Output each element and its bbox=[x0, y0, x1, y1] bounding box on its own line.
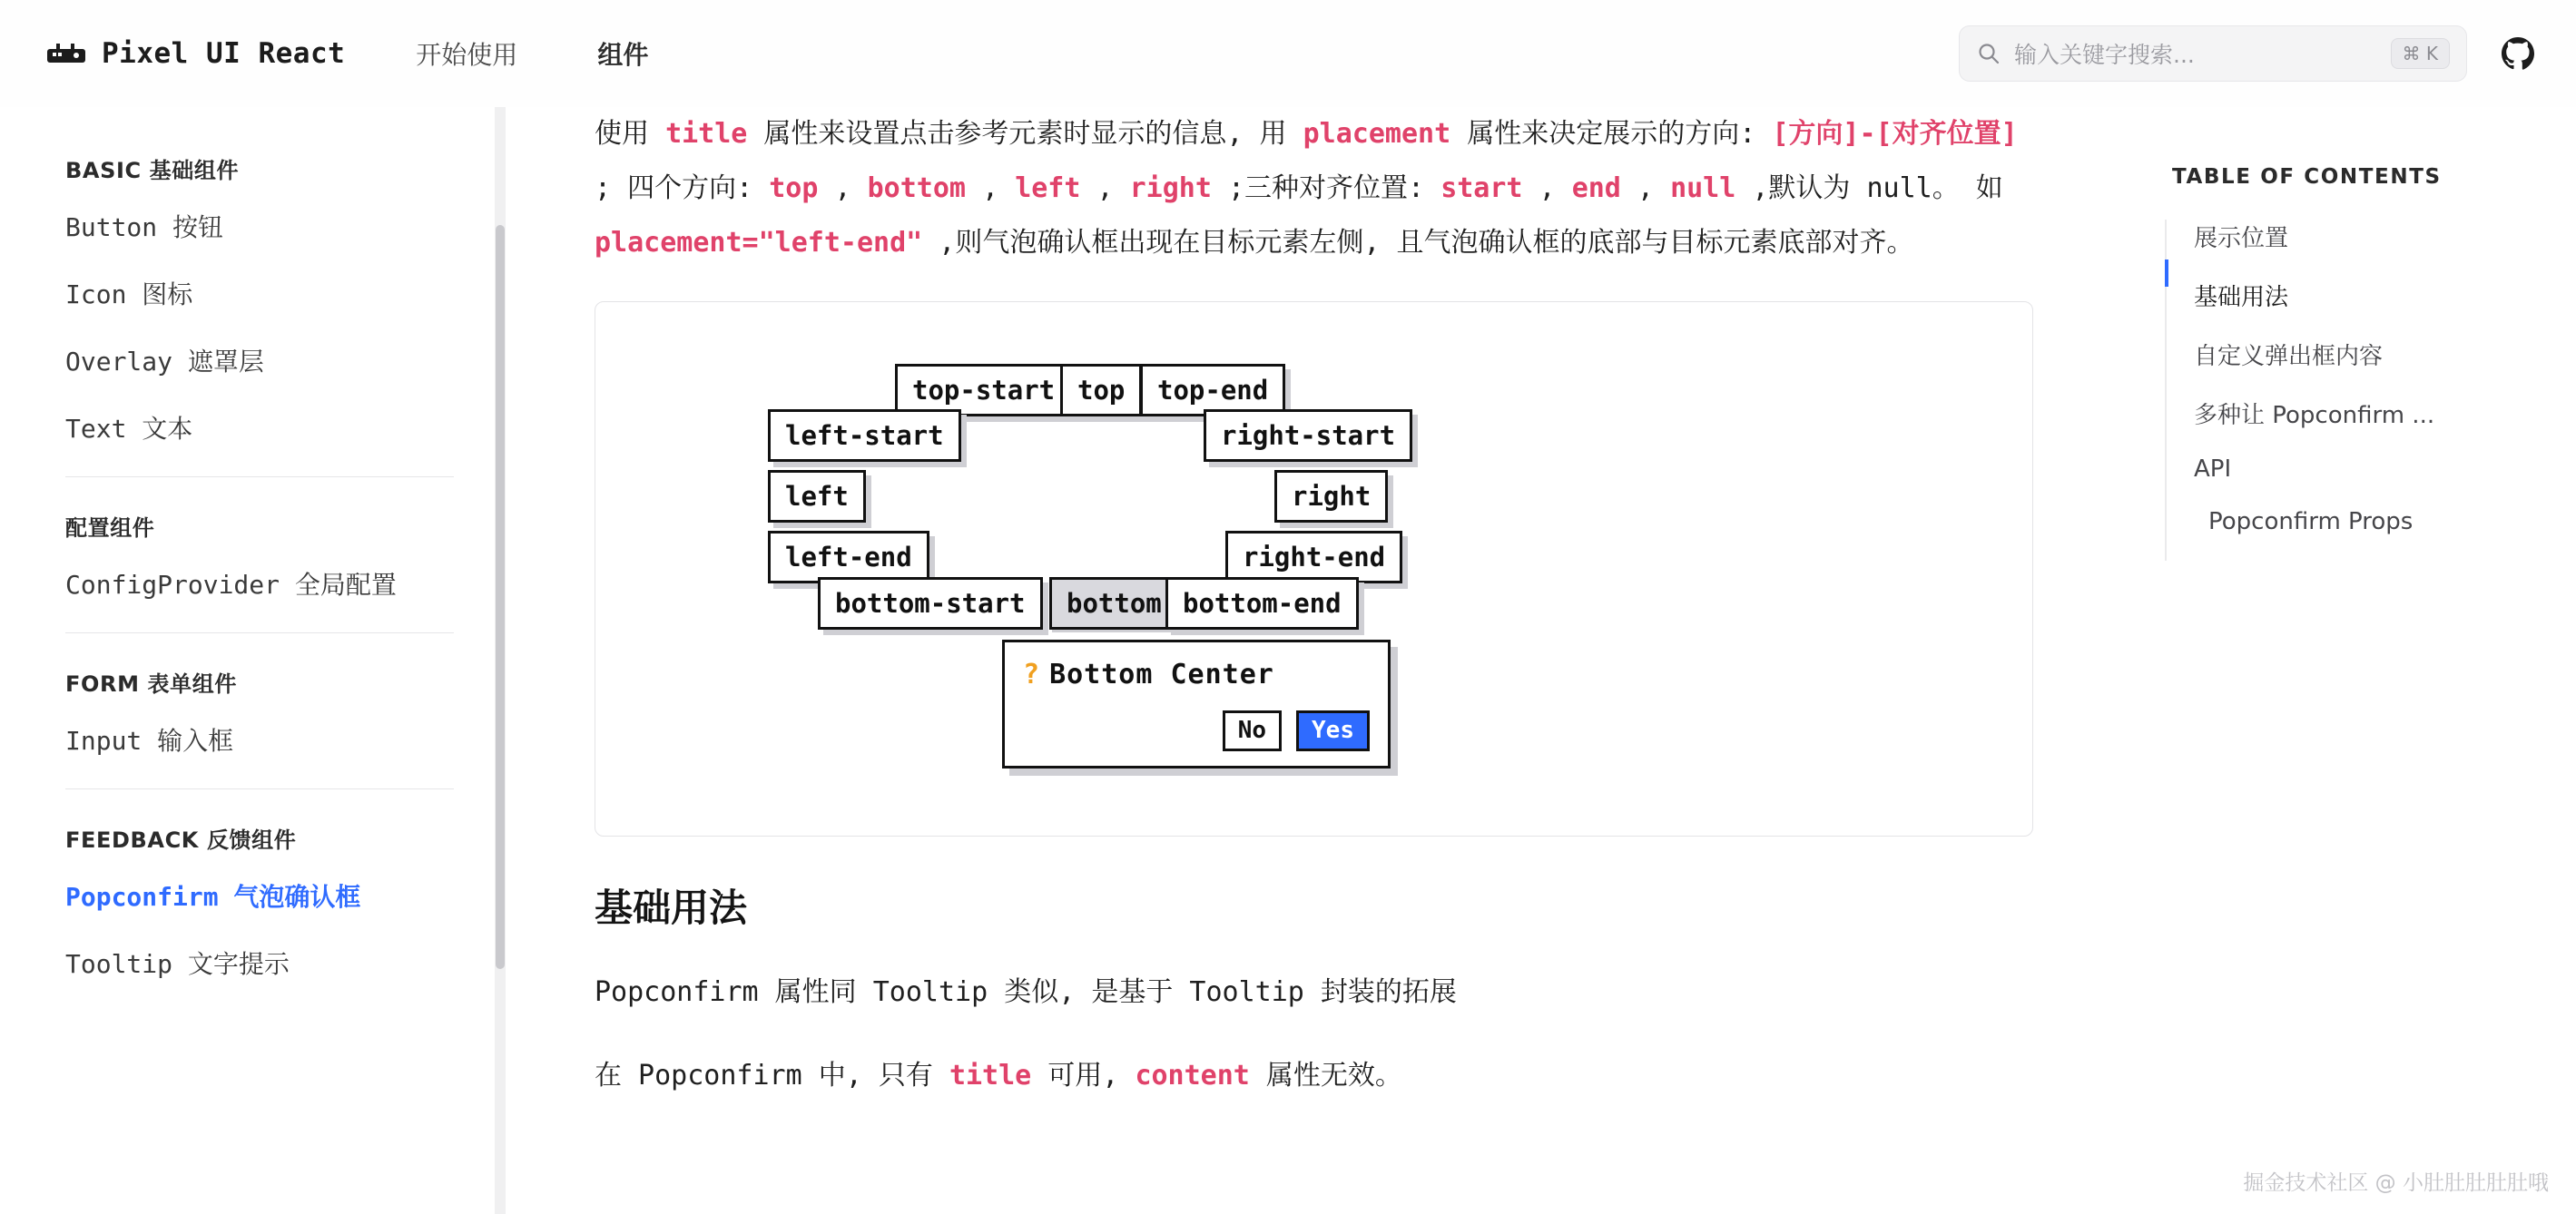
pixel-controller-icon bbox=[45, 41, 87, 66]
placement-button-bottom[interactable]: bottom bbox=[1049, 577, 1179, 630]
placement-button-top-start[interactable]: top-start bbox=[895, 364, 1072, 416]
placement-button-left-end[interactable]: left-end bbox=[768, 531, 929, 583]
sidebar-item-overlay[interactable]: Overlay 遮罩层 bbox=[65, 347, 264, 377]
placement-button-top-end[interactable]: top-end bbox=[1140, 364, 1285, 416]
toc-item-basic-usage[interactable]: 基础用法 bbox=[2194, 284, 2289, 311]
sidebar-item-button[interactable]: Button 按钮 bbox=[65, 212, 224, 242]
search-input[interactable] bbox=[1959, 25, 2467, 82]
intro-code-format: [方向]-[对齐位置] bbox=[1772, 118, 2018, 150]
intro-code-bottom: bottom bbox=[867, 172, 966, 204]
intro-seg2: 属性来设置点击参考元素时显示的信息, 用 bbox=[747, 118, 1303, 150]
para2-pre: 在 Popconfirm 中, 只有 bbox=[595, 1060, 949, 1092]
search-placeholder: 输入关键字搜索... bbox=[2014, 42, 2195, 68]
placement-button-bottom-start[interactable]: bottom-start bbox=[818, 577, 1043, 630]
intro-sep4: , bbox=[1522, 172, 1572, 204]
sidebar-item-tooltip[interactable]: Tooltip 文字提示 bbox=[65, 949, 290, 979]
watermark: 掘金技术社区 @ 小肚肚肚肚肚哦 bbox=[2243, 1171, 2549, 1195]
sidebar-divider bbox=[65, 476, 454, 477]
placement-button-left[interactable]: left bbox=[768, 470, 866, 523]
basic-usage-paragraph-2 bbox=[595, 1052, 2038, 1100]
intro-seg3: 属性来决定展示的方向: bbox=[1450, 118, 1773, 150]
toc-item-custom-content[interactable]: 自定义弹出框内容 bbox=[2194, 343, 2384, 370]
placement-description bbox=[595, 107, 2038, 270]
main-content bbox=[495, 107, 2165, 1214]
popconfirm-title: Bottom Center bbox=[1049, 659, 1274, 690]
sidebar bbox=[0, 107, 495, 1214]
para2-code-title: title bbox=[949, 1060, 1032, 1092]
placement-button-right-start[interactable]: right-start bbox=[1204, 409, 1412, 462]
intro-sep5: , bbox=[1620, 172, 1671, 204]
intro-code-end: end bbox=[1571, 172, 1621, 204]
intro-code-example: placement="left-end" bbox=[595, 227, 923, 259]
sidebar-group-title-config: 配置组件 bbox=[65, 515, 155, 541]
popconfirm-title-row bbox=[1023, 659, 1370, 690]
content-body bbox=[495, 107, 2165, 1100]
intro-code-right: right bbox=[1129, 172, 1212, 204]
popconfirm-bubble bbox=[1002, 640, 1391, 769]
intro-seg1: 使用 bbox=[595, 118, 666, 150]
sidebar-item-icon[interactable]: Icon 图标 bbox=[65, 279, 193, 309]
intro-seg7: ,则气泡确认框出现在目标元素左侧, 且气泡确认框的底部与目标元素底部对齐。 bbox=[922, 227, 1914, 259]
basic-usage-paragraph-1: Popconfirm 属性同 Tooltip 类似, 是基于 Tooltip 封装的拓展 bbox=[595, 976, 1457, 1008]
header-actions bbox=[1959, 25, 2576, 82]
placement-button-left-start[interactable]: left-start bbox=[768, 409, 961, 462]
toc-item-popconfirm-props[interactable]: Popconfirm Props bbox=[2208, 508, 2414, 535]
app-header bbox=[0, 0, 2576, 107]
toc-active-marker bbox=[2165, 259, 2168, 287]
page-section-heading: 基础用法 bbox=[595, 886, 748, 930]
placement-button-right-end[interactable]: right-end bbox=[1225, 531, 1402, 583]
sidebar-item-text[interactable]: Text 文本 bbox=[65, 414, 193, 444]
placement-demo-grid bbox=[595, 302, 2032, 836]
placement-button-bottom-end[interactable]: bottom-end bbox=[1165, 577, 1359, 630]
intro-sep1: , bbox=[818, 172, 868, 204]
placement-button-right[interactable]: right bbox=[1274, 470, 1388, 523]
toc-item-api[interactable]: API bbox=[2194, 455, 2232, 483]
sidebar-group-title-feedback: FEEDBACK 反馈组件 bbox=[65, 827, 297, 853]
github-icon[interactable] bbox=[2500, 35, 2536, 72]
brand-title: Pixel UI React bbox=[102, 37, 346, 70]
placement-demo-box bbox=[595, 301, 2033, 837]
search-shortcut-badge: ⌘ K bbox=[2391, 38, 2450, 69]
sidebar-group-title-form: FORM 表单组件 bbox=[65, 671, 237, 697]
intro-seg4: ; 四个方向: bbox=[595, 172, 770, 204]
table-of-contents bbox=[2165, 107, 2576, 1214]
para2-mid: 可用, bbox=[1031, 1060, 1136, 1092]
header-brand-area bbox=[0, 37, 345, 70]
intro-sep3: , bbox=[1080, 172, 1130, 204]
intro-code-left: left bbox=[1015, 172, 1081, 204]
content-scrollbar[interactable] bbox=[495, 107, 506, 1214]
intro-code-title: title bbox=[665, 118, 748, 150]
search-icon bbox=[1976, 41, 2001, 66]
intro-seg6: ,默认为 null。 如 bbox=[1735, 172, 2003, 204]
intro-code-start: start bbox=[1440, 172, 1523, 204]
popconfirm-confirm-button[interactable]: Yes bbox=[1296, 710, 1370, 751]
question-mark-icon: ? bbox=[1023, 659, 1041, 690]
popconfirm-actions bbox=[1023, 710, 1370, 751]
para2-post: 属性无效。 bbox=[1249, 1060, 1402, 1092]
nav-item-getting-started[interactable]: 开始使用 bbox=[416, 40, 518, 70]
toc-item-multiple-popconfirm[interactable]: 多种让 Popconfirm ... bbox=[2194, 402, 2435, 429]
para2-code-content: content bbox=[1135, 1060, 1250, 1092]
popconfirm-cancel-button[interactable]: No bbox=[1223, 710, 1282, 751]
scrollbar-thumb[interactable] bbox=[496, 225, 505, 969]
sidebar-group-title-basic: BASIC 基础组件 bbox=[65, 158, 240, 183]
sidebar-item-popconfirm[interactable]: Popconfirm 气泡确认框 bbox=[65, 882, 361, 912]
sidebar-divider bbox=[65, 632, 454, 633]
intro-sep2: , bbox=[966, 172, 1016, 204]
intro-code-null: null bbox=[1670, 172, 1736, 204]
placement-button-top[interactable]: top bbox=[1060, 364, 1142, 416]
sidebar-item-input[interactable]: Input 输入框 bbox=[65, 726, 234, 756]
toc-item-placement[interactable]: 展示位置 bbox=[2194, 225, 2289, 252]
toc-heading: TABLE OF CONTENTS bbox=[2172, 165, 2442, 189]
intro-seg5: ;三种对齐位置: bbox=[1211, 172, 1441, 204]
toc-list bbox=[2165, 220, 2576, 561]
main-nav bbox=[416, 35, 648, 72]
nav-item-components[interactable]: 组件 bbox=[597, 40, 649, 70]
sidebar-divider bbox=[65, 788, 454, 789]
intro-code-placement: placement bbox=[1303, 118, 1451, 150]
sidebar-item-configprovider[interactable]: ConfigProvider 全局配置 bbox=[65, 570, 397, 600]
intro-code-top: top bbox=[769, 172, 819, 204]
